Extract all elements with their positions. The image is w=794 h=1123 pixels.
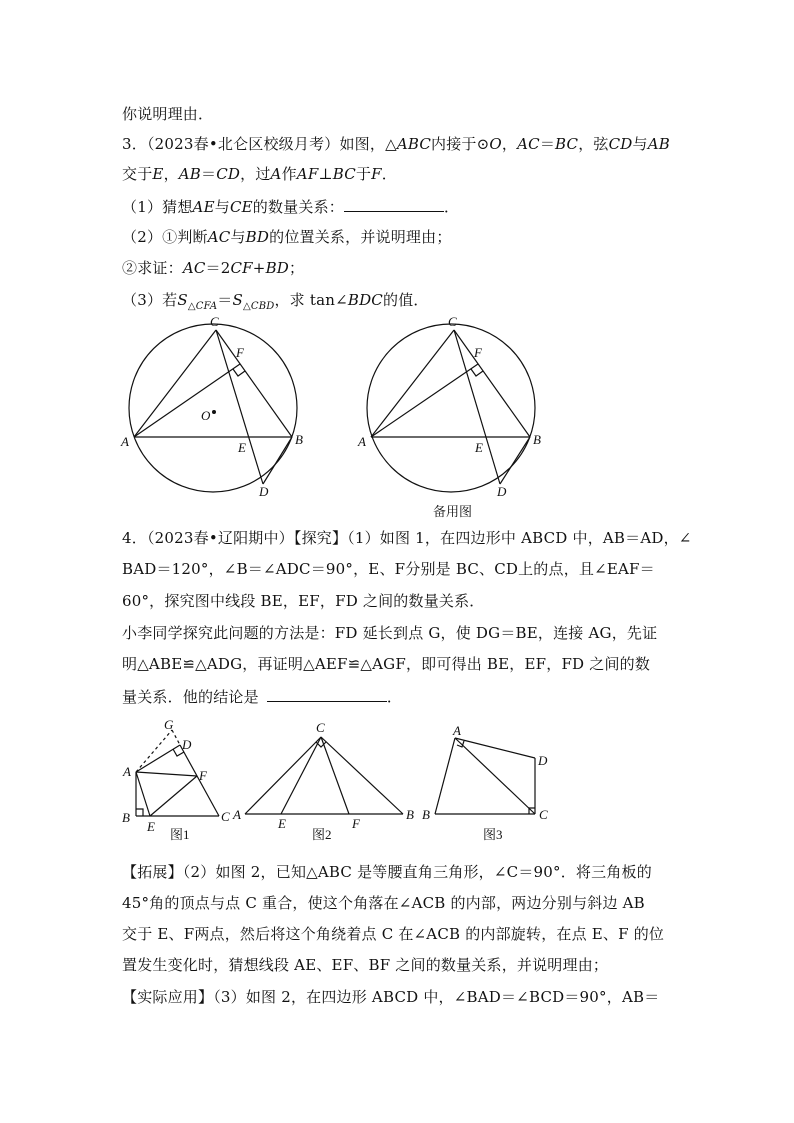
text-line-1: 你说明理由．	[122, 105, 214, 123]
question-4-line-2: BAD＝120°，∠B＝∠ADC＝90°，E、F分别是 BC、CD上的点，且∠EAF＝	[122, 560, 655, 578]
fig3-label-c: C	[539, 807, 548, 822]
label-c-2: C	[448, 314, 457, 329]
right-angle-mark	[233, 369, 245, 376]
circle-figure-1	[129, 324, 297, 492]
fig2-label-c: C	[316, 720, 325, 735]
segment-bc	[216, 330, 292, 437]
question-3-part-1: （1）猜想AE与CE的数量关系： ．	[122, 198, 460, 216]
fig3-segment-ab	[435, 738, 455, 814]
fig3-label-a: A	[453, 723, 461, 738]
fig1-label-g: G	[164, 717, 174, 732]
caption-figure-2: 图2	[312, 827, 332, 842]
segment-bd	[263, 437, 292, 484]
label-d: D	[259, 484, 269, 499]
segment-ac-2	[371, 330, 454, 437]
fig2-segment-ce	[281, 737, 321, 814]
label-b: B	[295, 432, 303, 447]
label-e: E	[238, 440, 246, 455]
label-c: C	[210, 314, 219, 329]
fig2-label-e: E	[278, 816, 286, 831]
fig1-segment-ef	[150, 776, 197, 816]
segment-af-2	[371, 364, 478, 437]
caption-backup-figure: 备用图	[433, 504, 473, 519]
question-4-line-1: 4．（2023春•辽阳期中）【探究】（1）如图 1，在四边形中 ABCD 中，AB＝AD，∠	[122, 529, 692, 547]
question-3-part-3: （3）若$S_{\triangle CFA}=S_{\triangle CBD}$，求 tan∠BDC的值．	[122, 291, 429, 312]
fig1-label-d: D	[182, 737, 192, 752]
extension-line-1: 【拓展】（2）如图 2，已知△ABC 是等腰直角三角形，∠C＝90°．将三角板的	[122, 863, 652, 881]
extension-line-2: 45°角的顶点与点 C 重合，使这个角落在∠ACB 的内部，两边分别与斜边 AB	[122, 894, 645, 912]
question-4-line-3: 60°，探究图中线段 BE，EF，FD 之间的数量关系．	[122, 592, 485, 610]
question-4-line-4: 小李同学探究此问题的方法是：FD 延长到点 G，使 DG＝BE，连接 AG，先证	[122, 624, 658, 642]
fig1-label-c: C	[221, 809, 230, 824]
fig3-segment-ac	[455, 738, 535, 814]
fig1-right-angle-b	[136, 809, 143, 816]
fig1-label-b: B	[122, 810, 130, 825]
label-a: A	[121, 434, 129, 449]
label-e-2: E	[475, 440, 483, 455]
label-f-2: F	[474, 345, 482, 360]
fig2-label-f: F	[352, 816, 360, 831]
circle-figure-2	[367, 324, 535, 492]
fig1-label-e: E	[147, 819, 155, 834]
fig1-segment-ag-dashed	[136, 730, 172, 772]
caption-figure-3: 图3	[483, 827, 503, 842]
fig2-segment-ac	[245, 737, 321, 814]
label-o: O	[201, 408, 211, 423]
right-angle-mark-2	[471, 369, 483, 376]
question-4-line-6: 量关系．他的结论是 ．	[122, 688, 403, 706]
label-b-2: B	[533, 432, 541, 447]
caption-figure-1: 图1	[170, 827, 190, 842]
segment-bd-2	[500, 437, 530, 484]
application-line-1: 【实际应用】（3）如图 2，在四边形 ABCD 中，∠BAD＝∠BCD＝90°，AB＝	[122, 988, 660, 1006]
question-4-line-5: 明△ABE≌△ADG，再证明△AEF≌△AGF，即可得出 BE，EF，FD 之间的数	[122, 655, 651, 673]
fig2-label-b: B	[406, 807, 414, 822]
fig1-segment-af	[136, 772, 197, 776]
fig2-label-a: A	[233, 807, 241, 822]
figure-2	[245, 737, 403, 814]
fig1-label-a: A	[123, 764, 131, 779]
fig2-segment-cf	[321, 737, 349, 814]
question-3-stem: 3．（2023春•北仑区校级月考）如图，△ABC内接于⊙O，AC＝BC，弦CD与AB	[122, 135, 670, 153]
fig3-segment-ad	[455, 738, 535, 758]
label-d-2: D	[497, 484, 507, 499]
label-a-2: A	[358, 434, 366, 449]
question-3-part-2-1: （2）①判断AC与BD的位置关系，并说明理由；	[122, 228, 452, 246]
question-3-stem-cont: 交于E，AB＝CD，过A作AF⊥BC于F．	[122, 165, 397, 183]
fig2-segment-bc	[321, 737, 403, 814]
extension-line-4: 置发生变化时，猜想线段 AE、EF、BF 之间的数量关系，并说明理由；	[122, 956, 609, 974]
figure-3	[435, 738, 535, 814]
fig3-label-b: B	[422, 807, 430, 822]
fig1-segment-gd-dashed	[172, 730, 180, 745]
extension-line-3: 交于 E、F两点，然后将这个角绕着点 C 在∠ACB 的内部旋转，在点 E、F 的位	[122, 925, 665, 943]
label-f: F	[236, 345, 244, 360]
fig3-label-d: D	[538, 753, 548, 768]
question-3-part-2-2: ②求证：AC＝2CF+BD；	[122, 259, 305, 277]
fig1-label-f: F	[199, 768, 207, 783]
center-dot-o	[212, 410, 216, 414]
segment-af	[134, 364, 240, 437]
segment-bc-2	[454, 330, 530, 437]
